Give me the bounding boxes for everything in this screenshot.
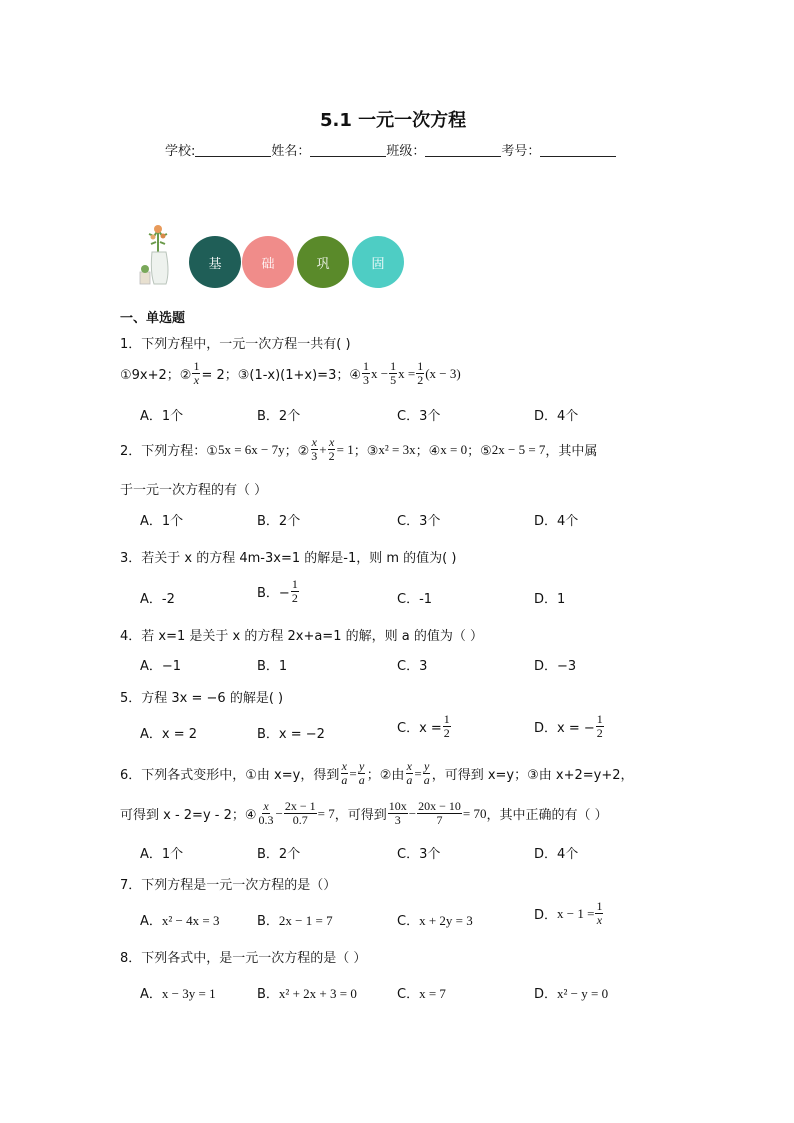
q4-option-a[interactable]: A．−1 <box>140 659 182 674</box>
badge-chu <box>242 236 294 288</box>
fraction: $\frac{x}{a}$ <box>406 759 413 787</box>
q2-eq: x² = 3x <box>378 441 416 457</box>
fraction: $\frac{1}{2}$ <box>291 577 298 605</box>
q6-option-b[interactable]: B．2个 <box>257 847 301 862</box>
q6-text: ；②由 <box>366 768 405 783</box>
q3-option-b-text: B．− <box>257 586 290 601</box>
q2-text: ；⑤ <box>467 444 492 459</box>
name-field[interactable] <box>310 143 386 157</box>
q2-option-d[interactable]: D．4个 <box>534 514 579 529</box>
badge-label: 固 <box>371 256 385 272</box>
q1-item-text: ①9x+2；② <box>120 368 192 383</box>
q8-option-d[interactable] <box>534 983 608 1002</box>
option-letter: B． <box>257 987 279 1002</box>
q3-option-c[interactable]: C．-1 <box>397 592 433 607</box>
q5-option-d[interactable] <box>534 713 605 740</box>
option-expr: x = 7 <box>419 986 446 1001</box>
badge-gu <box>352 236 404 288</box>
q6-eq: = 7 <box>317 805 335 821</box>
q2-eq: 2x − 5 = 7 <box>491 441 546 457</box>
q4-option-c[interactable]: C．3 <box>397 659 428 674</box>
q5-option-a[interactable]: A．x = 2 <box>140 727 198 742</box>
q6-text: ，其中正确的有（ ） <box>486 808 608 823</box>
q6-option-a[interactable]: A．1个 <box>140 847 184 862</box>
q7-option-b[interactable] <box>257 910 333 929</box>
q5-option-b[interactable]: B．x = −2 <box>257 727 325 742</box>
fraction: $\frac{1}{x}$ <box>193 359 200 387</box>
q6-text: 可得到 x - 2=y - 2；④ <box>120 808 257 823</box>
q2-text: ；② <box>284 444 310 459</box>
fraction: $\frac{x}{2}$ <box>328 435 335 463</box>
option-letter: D． <box>534 987 558 1002</box>
q1-option-c[interactable]: C．3个 <box>397 409 441 424</box>
badge-ji <box>189 236 241 288</box>
fraction: $\frac{2x - 1}{0.7}$ <box>284 799 316 827</box>
q3-option-a[interactable]: A．-2 <box>140 592 175 607</box>
badge-label: 础 <box>261 256 275 272</box>
option-letter: A． <box>140 914 162 929</box>
badge-label: 巩 <box>316 256 330 272</box>
option-letter: C． <box>397 987 420 1002</box>
q8-option-b[interactable] <box>257 983 357 1002</box>
fraction: $\frac{1}{2}$ <box>443 712 450 740</box>
q4-option-d[interactable]: D．−3 <box>534 659 577 674</box>
fraction: $\frac{20x - 10}{7}$ <box>418 799 461 827</box>
question-2-stem: 2．下列方程：① 5x = 6x − 7y ；② $\frac{x}{3}$ + $\frac{x}{2}$ = 1 ；③ x² = 3x ；④ x = 0 ；⑤ 2x − 5 = 7 ，其中属 <box>120 435 598 463</box>
question-2-stem-cont: 于一元一次方程的有（ ） <box>120 483 268 498</box>
q6-text: ，可得到 <box>334 808 387 823</box>
question-4-stem: 4．若 x=1 是关于 x 的方程 2x+a=1 的解，则 a 的值为（ ） <box>120 629 483 644</box>
name-label: 姓名： <box>271 144 311 159</box>
info-line <box>165 140 616 159</box>
section-heading: 一、单选题 <box>120 311 186 326</box>
badge-gong <box>297 236 349 288</box>
question-1-stem: 1．下列方程中，一元一次方程一共有( ) <box>120 337 351 352</box>
fraction: $\frac{1}{3}$ <box>363 359 370 387</box>
class-field[interactable] <box>425 143 501 157</box>
q1-option-b[interactable]: B．2个 <box>257 409 301 424</box>
q6-text: 6．下列各式变形中，①由 x=y，得到 <box>120 768 340 783</box>
option-expr: x² − y = 0 <box>557 986 609 1001</box>
plant-vase-icon <box>136 222 182 288</box>
fraction: $\frac{1}{2}$ <box>596 712 603 740</box>
q1-item-text: (x − 3) <box>425 365 461 381</box>
q2-option-c[interactable]: C．3个 <box>397 514 441 529</box>
question-6-line1: 6．下列各式变形中，①由 x=y，得到 $\frac{x}{a}$ = $\frac{y}{a}$ ；②由 $\frac{x}{a}$ = $\frac{y}{a}$ ，可得到 x=y；③由 x+2=y+2， <box>120 759 634 787</box>
q1-option-a[interactable]: A．1个 <box>140 409 184 424</box>
school-field[interactable] <box>195 143 271 157</box>
q6-text: ，可得到 x=y；③由 x+2=y+2， <box>431 768 634 783</box>
q7-option-c[interactable] <box>397 910 473 929</box>
id-field[interactable] <box>540 143 616 157</box>
badge-label: 基 <box>208 256 222 272</box>
q2-eq: x = 0 <box>440 441 468 457</box>
page-title: 5.1 一元一次方程 <box>320 110 467 131</box>
q5-option-c-text: C．x = <box>397 721 442 736</box>
option-letter: A． <box>140 987 162 1002</box>
option-expr: x − 3y = 1 <box>161 986 216 1001</box>
option-expr: x − 1 = <box>557 905 595 921</box>
q2-text: ；④ <box>415 444 441 459</box>
q5-option-d-text: D．x = − <box>534 721 595 736</box>
q2-eq: 5x = 6x − 7y <box>217 441 285 457</box>
fraction: $\frac{1}{x}$ <box>596 899 603 927</box>
id-label: 考号： <box>501 144 541 159</box>
option-letter: B． <box>257 914 279 929</box>
q6-option-c[interactable]: C．3个 <box>397 847 441 862</box>
q2-option-b[interactable]: B．2个 <box>257 514 301 529</box>
fraction: $\frac{1}{5}$ <box>390 359 397 387</box>
fraction: $\frac{1}{2}$ <box>417 359 424 387</box>
option-expr: x² − 4x = 3 <box>161 913 220 928</box>
fraction: $\frac{x}{a}$ <box>341 759 348 787</box>
q8-option-a[interactable] <box>140 983 216 1002</box>
q4-option-b[interactable]: B．1 <box>257 659 288 674</box>
q1-option-d[interactable]: D．4个 <box>534 409 579 424</box>
q5-option-c[interactable] <box>397 713 452 740</box>
q1-item-text: x − <box>371 365 389 381</box>
q2-text: ；③ <box>353 444 379 459</box>
q6-eq: = 70 <box>462 805 487 821</box>
q3-option-b[interactable] <box>257 578 300 605</box>
option-expr: x² + 2x + 3 = 0 <box>278 986 357 1001</box>
q2-eq: = 1 <box>336 441 354 457</box>
question-3-stem: 3．若关于 x 的方程 4m-3x=1 的解是-1，则 m 的值为( ) <box>120 551 457 566</box>
q3-option-d[interactable]: D．1 <box>534 592 566 607</box>
q8-option-c[interactable] <box>397 983 446 1002</box>
q1-item-text: x = <box>398 365 416 381</box>
q2-text: ，其中属 <box>545 444 598 459</box>
question-5-stem: 5．方程 3x = −6 的解是( ) <box>120 691 284 706</box>
q7-option-d[interactable] <box>534 900 604 927</box>
q2-option-a[interactable]: A．1个 <box>140 514 184 529</box>
fraction: $\frac{y}{a}$ <box>423 759 430 787</box>
question-1-items <box>120 360 461 387</box>
fraction: $\frac{y}{a}$ <box>358 759 365 787</box>
question-8-stem: 8．下列各式中，是一元一次方程的是（ ） <box>120 951 367 966</box>
q1-item-text: = 2；③(1-x)(1+x)=3；④ <box>201 368 362 383</box>
option-letter: D． <box>534 908 558 923</box>
fraction: $\frac{x}{0.3}$ <box>258 799 274 827</box>
option-expr: 2x − 1 = 7 <box>278 913 333 928</box>
option-expr: x + 2y = 3 <box>419 913 473 928</box>
fraction: $\frac{x}{3}$ <box>311 435 318 463</box>
question-6-line2: 可得到 x - 2=y - 2；④ $\frac{x}{0.3}$ − $\frac{2x - 1}{0.7}$ = 7 ，可得到 $\frac{10x}{3}$ − $\frac{20x - 10}{7}$ = 70 ，其中正确的有（ ） <box>120 799 608 827</box>
class-label: 班级： <box>386 144 426 159</box>
q2-text: 2．下列方程：① <box>120 444 218 459</box>
q6-option-d[interactable]: D．4个 <box>534 847 579 862</box>
q7-option-a[interactable] <box>140 910 219 929</box>
question-7-stem: 7．下列方程是一元一次方程的是（） <box>120 878 337 893</box>
option-letter: C． <box>397 914 420 929</box>
school-label: 学校: <box>165 144 196 159</box>
fraction: $\frac{10x}{3}$ <box>388 799 407 827</box>
